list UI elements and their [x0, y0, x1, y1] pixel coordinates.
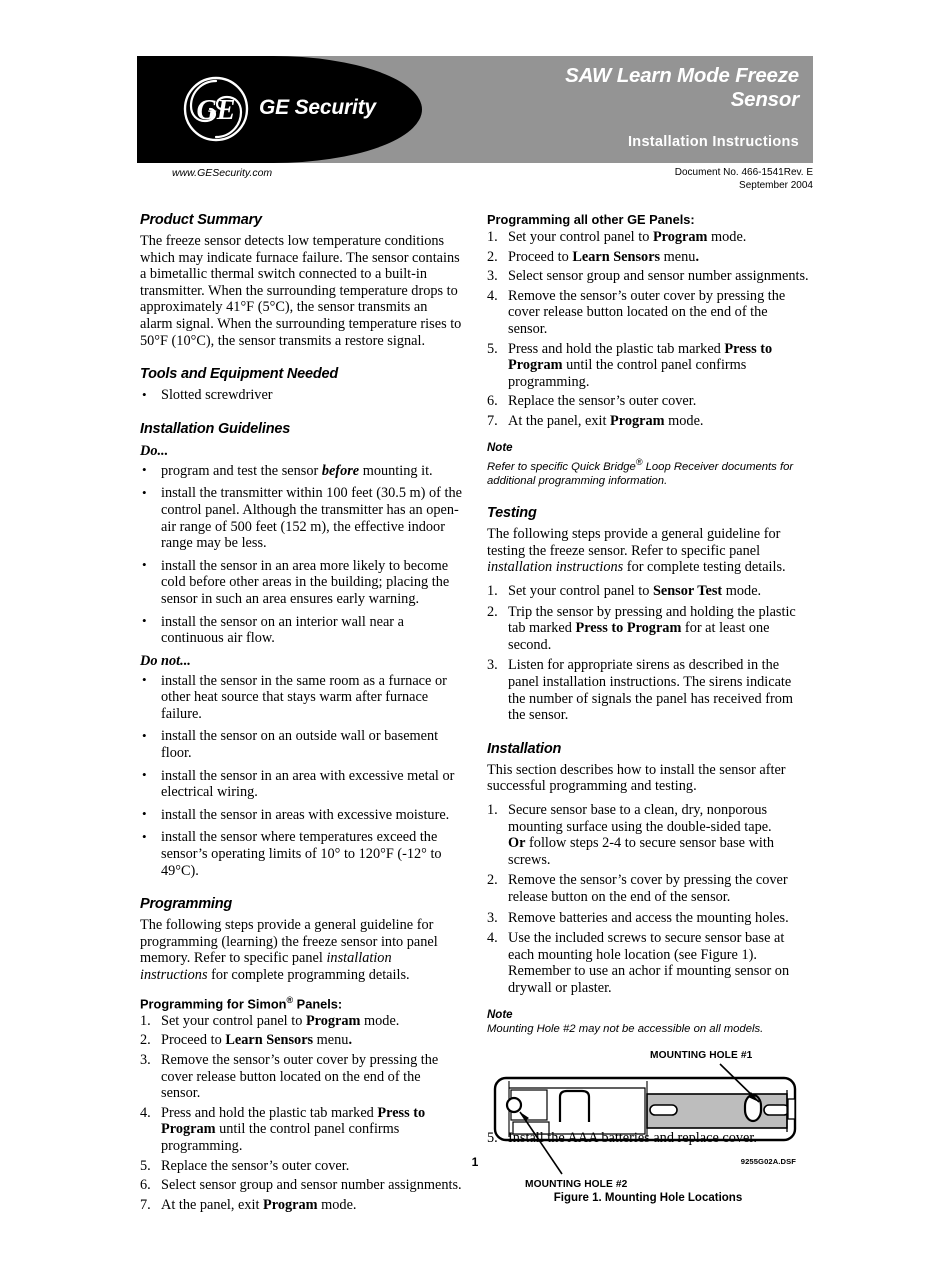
list-item: At the panel, exit Program mode.	[161, 1196, 357, 1213]
svg-text:GE: GE	[196, 95, 236, 126]
simon-steps-list	[140, 1013, 462, 1214]
list-item: • program and test the sensor before mounting it.	[140, 463, 462, 480]
list-item: Secure sensor base to a clean, dry, nonporous mounting surface using the double-sided tape. Or follow steps 2-4 to secure sensor base with screws.	[508, 802, 775, 868]
list-item: Proceed to Learn Sensors menu.	[161, 1032, 353, 1049]
final-step-text: Install the AAA batteries and replace cover.	[508, 1130, 757, 1146]
document-type: Installation Instructions	[627, 134, 799, 150]
installation-final-step	[487, 1130, 809, 1147]
note-body-installation: Mounting Hole #2 may not be accessible on all models.	[487, 1022, 764, 1035]
ge-monogram-icon	[182, 75, 250, 143]
list-item: Trip the sensor by pressing and holding the plastic tab marked Press to Program for at least one second.	[508, 603, 796, 653]
testing-steps-list	[487, 583, 809, 724]
figure-part-number: 9255G02A.DSF	[740, 1157, 796, 1167]
list-item: • install the sensor on an interior wall near a continuous air flow.	[140, 614, 462, 647]
header-banner	[137, 56, 813, 163]
list-item: Proceed to Learn Sensors menu.	[508, 248, 700, 265]
product-title-line-2: Sensor	[730, 88, 799, 111]
do-list	[140, 463, 462, 647]
list-item: Remove the sensor’s cover by pressing the cover release button on the end of the sensor.	[508, 872, 788, 905]
list-item: Set your control panel to Program mode.	[508, 229, 747, 245]
figure-label-hole-1: MOUNTING HOLE #1	[650, 1050, 753, 1062]
page-title	[565, 64, 799, 112]
list-item: Remove batteries and access the mounting holes.	[508, 909, 789, 926]
product-summary-body: The freeze sensor detects low temperature conditions which may indicate furnace failure. The sensor contains a bimetallic thermal switch connected to a built-in transmitter. When the surrounding temperature drops to approximately 41°F (5°C), the sensor transmits an alarm signal. When the surrounding temperature rises to 50°F (10°C), the sensor transmits a restore signal.	[140, 233, 462, 349]
heading-programming: Programming	[140, 896, 233, 913]
figure-mounting-holes	[487, 1050, 809, 1205]
tools-list	[140, 387, 462, 404]
heading-testing: Testing	[487, 505, 537, 522]
list-item: • install the sensor on an outside wall or basement floor.	[140, 728, 462, 761]
left-column	[140, 212, 462, 1216]
heading-tools: Tools and Equipment Needed	[140, 366, 339, 383]
installation-body: This section describes how to install the sensor after successful programming and testing.	[487, 761, 786, 795]
testing-body: The following steps provide a general guideline for testing the freeze sensor. Refer to specific panel installation instructions for complete testing details.	[487, 526, 786, 576]
list-item: Use the included screws to secure sensor base at each mounting hole location (see Figure 1). Remember to use an achor if mounting sensor on drywall or plaster.	[508, 930, 790, 996]
do-label: Do...	[140, 442, 169, 459]
list-item: • Slotted screwdriver	[140, 387, 462, 404]
other-panels-steps-list	[487, 229, 809, 430]
heading-other-ge-panels: Programming all other GE Panels:	[487, 212, 695, 227]
note-heading: Note	[487, 441, 513, 454]
list-item: Remove the sensor’s outer cover by pressing the cover release button located on the end of the sensor.	[161, 1052, 439, 1102]
right-column	[487, 212, 809, 1205]
heading-installation: Installation	[487, 740, 562, 757]
list-item: Set your control panel to Sensor Test mode.	[508, 583, 762, 600]
note-heading-installation: Note	[487, 1008, 513, 1021]
list-item: • install the sensor where temperatures exceed the sensor’s operating limits of 10° to 120°F (-12° to 49°C).	[140, 829, 462, 879]
list-item: At the panel, exit Program mode.	[508, 412, 704, 429]
installation-steps-list	[487, 802, 809, 997]
figure-caption: Figure 1. Mounting Hole Locations	[553, 1192, 743, 1205]
list-item: Replace the sensor’s outer cover.	[508, 393, 697, 410]
figure-label-hole-2: MOUNTING HOLE #2	[525, 1179, 628, 1191]
brand-name: GE Security	[259, 96, 376, 119]
list-item: • install the sensor in areas with excessive moisture.	[140, 807, 462, 824]
list-item: Select sensor group and sensor number assignments.	[161, 1177, 462, 1194]
list-item: Replace the sensor’s outer cover.	[161, 1157, 350, 1174]
do-not-list	[140, 673, 462, 880]
programming-body: The following steps provide a general guideline for programming (learning) the freeze sensor into panel memory. Refer to specific panel installation instructions for complete programming details.	[140, 917, 438, 983]
list-item: Select sensor group and sensor number assignments.	[508, 268, 809, 285]
heading-product-summary: Product Summary	[140, 212, 262, 228]
website-url[interactable]: www.GESecurity.com	[172, 167, 273, 179]
final-step-number: 5.	[487, 1130, 498, 1146]
list-item: Set your control panel to Program mode.	[161, 1012, 400, 1029]
list-item: • install the transmitter within 100 feet (30.5 m) of the control panel. Although the transmitter has an open-air range of 500 feet (152 m), the effective indoor range may be less.	[140, 485, 462, 551]
list-item: Listen for appropriate sirens as described in the panel installation instructions. The sirens indicate the number of signals the panel has received from the sensor.	[508, 657, 794, 724]
list-item: Press and hold the plastic tab marked Press to Program until the control panel confirms programming.	[508, 340, 773, 390]
heading-installation-guidelines: Installation Guidelines	[140, 420, 291, 437]
list-item: Press and hold the plastic tab marked Press to Program until the control panel confirms programming.	[161, 1104, 426, 1155]
document-number: Document No. 466-1541Rev. E	[674, 167, 813, 178]
list-item: • install the sensor in an area with excessive metal or electrical wiring.	[140, 768, 462, 801]
list-item: Remove the sensor’s outer cover by pressing the cover release button located on the end of the sensor.	[508, 287, 786, 337]
document-meta	[675, 167, 813, 192]
do-not-label: Do not...	[140, 652, 191, 669]
list-item: • install the sensor in an area more likely to become cold before other areas in the building; placing the sensor in such an area ensures early warning.	[140, 558, 462, 608]
note-body: Refer to specific Quick Bridge® Loop Receiver documents for additional programming information.	[487, 456, 794, 487]
document-date: September 2004	[739, 179, 813, 191]
product-title-line-1: SAW Learn Mode Freeze	[565, 64, 799, 87]
list-item: • install the sensor in the same room as a furnace or other heat source that stays warm after furnace failure.	[140, 673, 462, 723]
page-number: 1	[471, 1155, 479, 1169]
heading-simon-panels: Programming for Simon® Panels:	[140, 994, 343, 1011]
